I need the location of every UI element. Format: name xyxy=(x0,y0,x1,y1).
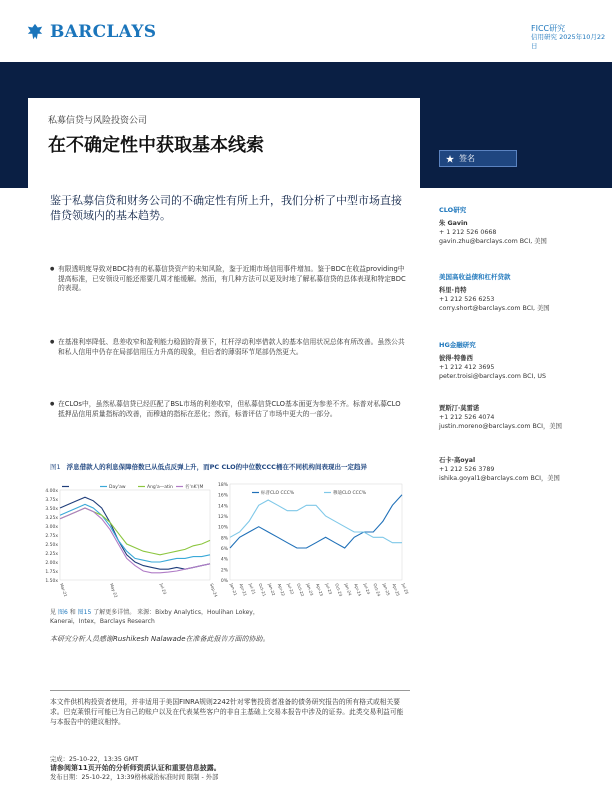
footer-release: 发布日期：25-10-22，13:39格林威治标准时间 限制 - 外部 xyxy=(50,774,219,781)
y-tick-label: 8% xyxy=(220,536,228,542)
x-tick-label: Jan-22 xyxy=(267,582,277,597)
x-tick-label: Jul-24 xyxy=(362,582,372,596)
series-line xyxy=(60,504,210,562)
x-tick-label: Jan-23 xyxy=(305,582,315,597)
barclays-logo xyxy=(26,22,156,42)
sidebar-author xyxy=(439,456,569,483)
plot-area xyxy=(230,484,402,580)
y-tick-label: 14% xyxy=(217,504,228,510)
author-contact[interactable]: +1 212 526 4074 justin.moreno@barclays.com BCI，美国 xyxy=(439,414,562,430)
figure-title xyxy=(50,462,410,471)
source-text: 了解更多详情。 来源：Bixby Analytics，Houlihan Lokey，Kanerai，Intex，Barclays Research xyxy=(50,609,259,625)
author-contact[interactable]: +1 212 412 3695 peter.troisi@barclays.com BCI, US xyxy=(439,364,546,380)
report-meta xyxy=(531,24,607,51)
y-tick-label: 6% xyxy=(220,547,228,552)
y-tick-label: 18% xyxy=(217,483,228,488)
report-category: 私募信贷与风险投资公司 xyxy=(48,116,148,126)
figure-link[interactable]: 图15 xyxy=(77,609,92,616)
author-name: 贾斯汀·莫雷诺 xyxy=(439,405,480,412)
y-tick-label: 2% xyxy=(220,568,228,574)
summary-text: 鉴于私募信贷和财务公司的不确定性有所上升，我们分析了中型市场直接借贷领域内的基本趋势。 xyxy=(50,194,402,222)
report-type: FICC研究 xyxy=(531,24,566,33)
x-tick-label: Jul-22 xyxy=(286,582,295,596)
x-tick-label: Jul-21 xyxy=(248,582,257,596)
source-prefix: 见 xyxy=(50,609,57,616)
footer xyxy=(50,755,350,782)
author-name: 朱 Gavin xyxy=(439,220,468,227)
footer-disclosure-link[interactable]: 请参阅第11页开始的分析师资质认证和重要信息披露。 xyxy=(50,764,221,772)
legend-label: 名'nK'(M xyxy=(185,485,204,490)
y-tick-label: 2.25x xyxy=(45,552,58,557)
x-tick-label: Mar-21 xyxy=(59,582,69,598)
section-title: HG金融研究 xyxy=(439,341,476,349)
y-tick-label: 10% xyxy=(217,525,228,531)
acknowledgement: 本研究分析人员感谢Rushikesh Nalawade在准备此报告方面的协助。 xyxy=(50,635,270,643)
page-title: 在不确定性中获取基本线索 xyxy=(48,135,264,156)
figure-title-text: 浮息借款人的利息保障倍数已从低点反弹上升，而PC CLO的中位数CCC桶在不同机构间表现出一定趋异 xyxy=(66,463,367,471)
chart-ccc xyxy=(212,478,410,603)
x-tick-label: May-22 xyxy=(109,582,119,599)
x-tick-label: Jan-25 xyxy=(381,582,391,597)
sidebar-author xyxy=(439,404,569,431)
y-tick-label: 12% xyxy=(217,515,228,520)
y-tick-label: 1.75x xyxy=(45,570,58,575)
source-mid: 和 xyxy=(69,609,76,616)
x-tick-label: Apr-23 xyxy=(315,582,325,597)
legend-label: 穆迪CLO CCC% xyxy=(333,491,367,496)
series-line xyxy=(230,500,402,543)
y-tick-label: 16% xyxy=(217,493,228,499)
author-contact[interactable]: + 1 212 526 0668 gavin.zhu@barclays.com BCI, 美国 xyxy=(439,229,547,245)
legend-label: 标普CLO CCC% xyxy=(261,491,295,496)
x-tick-label: Oct-21 xyxy=(257,582,268,597)
y-tick-label: 3.75x xyxy=(45,498,58,503)
x-tick-label: Apr-21 xyxy=(238,582,248,597)
footer-completed: 完成：25-10-22，13:35 GMT xyxy=(50,756,139,763)
section-title: 美国高收益债和杠杆贷款 xyxy=(439,273,511,281)
y-tick-label: 3.50x xyxy=(45,507,58,512)
legend-label: Ang'a—atin xyxy=(147,485,173,490)
y-tick-label: 3.00x xyxy=(45,525,58,530)
disclaimer: 本文件供机构投资者使用，并非适用于美国FINRA规则2242针对零售投资者准备的债务研究报告的所有格式或相关要求。巴克莱银行可能已为自己的账户以及在代表某些客户的非自主基础上交易本报告中涉及的证券。此类交易利益可能与本报告中的建议相悖。 xyxy=(50,698,404,726)
x-tick-label: Jul-25 xyxy=(401,582,410,596)
divider xyxy=(50,690,410,691)
x-tick-label: Sep-24 xyxy=(209,582,219,598)
x-tick-label: Apr-24 xyxy=(353,582,363,597)
x-tick-label: Apr-22 xyxy=(276,582,287,597)
y-tick-label: 2.50x xyxy=(45,543,58,548)
x-tick-label: Oct-24 xyxy=(372,582,382,597)
figure-source xyxy=(50,608,270,626)
figure-link[interactable]: 图6 xyxy=(57,609,68,616)
x-tick-label: Oct-23 xyxy=(334,582,344,597)
author-name: 科里·肖特 xyxy=(439,287,467,294)
bullet-point: ● 在基准利率降低、息差收窄和盈利能力稳固的背景下，杠杆浮动利率借款人的基本信用状况总体有所改善。虽然公共和私人信用中仍存在局部信用压力升高的现象，但后者的薄弱环节尾部仍然更大。 xyxy=(50,338,406,357)
x-tick-label: Jan-21 xyxy=(229,582,239,597)
author-name: 石卡·高oyal xyxy=(439,457,476,464)
y-tick-label: 4% xyxy=(220,557,228,563)
plot-area xyxy=(60,490,210,580)
figure-number: 图1 xyxy=(50,463,61,471)
y-tick-label: 2.00x xyxy=(45,561,58,566)
series-line xyxy=(230,495,402,548)
y-tick-label: 2.75x xyxy=(45,534,58,539)
x-tick-label: Jul-23 xyxy=(324,582,334,596)
author-contact[interactable]: +1 212 526 3789 ishika.goyal1@barclays.com BCI，美国 xyxy=(439,466,560,482)
bullet-point: ● 有限透明度导致对BDC持有的私募信贷资产的未知风险，鉴于近期市场信用事件增加。鉴于BDC在收益providing中提高标准，已安领设可能还需要几周才能缓解。然而，有几种方法可以更及时地了解私募信贷的总体表现和特定BDC的表现。 xyxy=(50,265,406,294)
x-tick-label: Jul-23 xyxy=(159,582,168,596)
sidebar-section xyxy=(439,341,569,381)
author-contact[interactable]: +1 212 526 6253 corry.short@barclays.com BCI, 美国 xyxy=(439,296,550,312)
bullet-point: ● 在CLOs中，虽然私募信贷已经匹配了BSL市场的利差收窄，但私募信贷CLO基本面更为参差不齐。标普对私募CLO抵押品信用质量指标的改善，而穆迪的指标在恶化；然而，标普评估了市场中更大的一部分。 xyxy=(50,400,406,419)
eagle-icon xyxy=(26,23,44,41)
signup-button[interactable] xyxy=(439,150,517,167)
logo-text: BARCLAYS xyxy=(50,22,157,42)
series-line xyxy=(60,508,210,573)
section-title: CLO研究 xyxy=(439,206,467,214)
y-tick-label: 4.00x xyxy=(45,489,58,494)
report-date: 信用研究 2025年10月22日 xyxy=(531,33,606,50)
y-tick-label: 3.25x xyxy=(45,516,58,521)
star-icon xyxy=(446,155,454,163)
y-tick-label: 0% xyxy=(220,579,228,584)
x-tick-label: Jan-24 xyxy=(343,582,353,597)
x-tick-label: Apr-25 xyxy=(391,582,401,597)
sidebar-section xyxy=(439,206,569,246)
y-tick-label: 1.50x xyxy=(45,579,58,584)
signup-label: 签名 xyxy=(459,154,475,163)
chart-icr xyxy=(40,478,219,603)
sidebar-section xyxy=(439,273,569,313)
author-name: 彼得·特鲁西 xyxy=(439,355,473,362)
legend-label: Day'aw xyxy=(109,485,126,490)
series-line xyxy=(60,508,210,555)
x-tick-label: Oct-22 xyxy=(295,582,306,597)
